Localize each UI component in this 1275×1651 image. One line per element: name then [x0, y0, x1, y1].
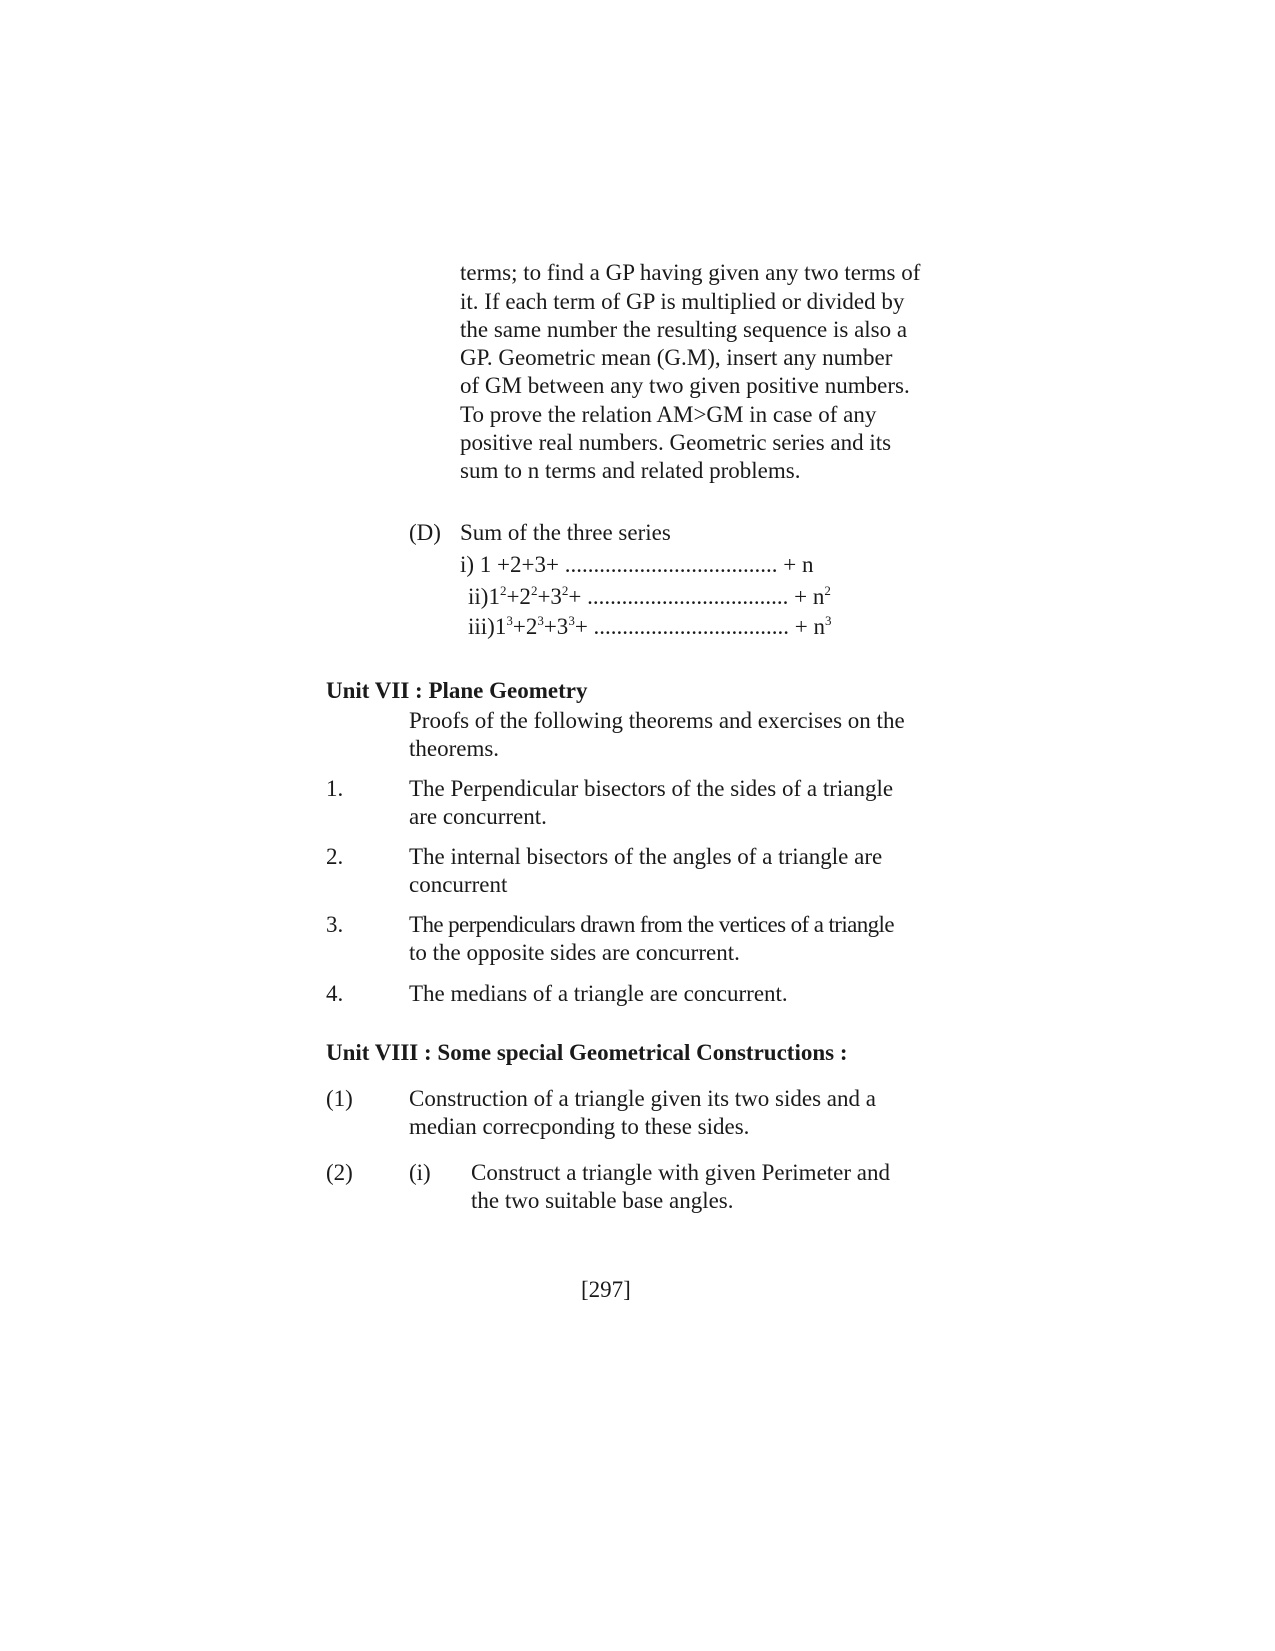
construction-line: Construction of a triangle given its two sides and a — [409, 1086, 876, 1111]
intro-paragraph — [460, 258, 920, 486]
construction-subnumber: (i) — [409, 1160, 431, 1185]
intro-line: of GM between any two given positive numbers. — [460, 373, 910, 398]
exponent: 2 — [561, 583, 569, 598]
theorem-number: 3. — [326, 912, 344, 937]
series-1 — [460, 552, 813, 578]
series-2-dots: ................................... — [587, 584, 789, 609]
construction-line: median correcponding to these sides. — [409, 1114, 750, 1139]
series-2-term: +2 — [506, 584, 531, 609]
exponent: 2 — [824, 583, 831, 598]
theorem-number: 4. — [326, 981, 344, 1006]
series-3-term: +2 — [512, 614, 538, 639]
exponent: 3 — [506, 613, 513, 628]
unit-7-intro-line: theorems. — [409, 736, 500, 761]
intro-line: sum to n terms and related problems. — [460, 458, 801, 483]
section-d-marker: (D) — [409, 520, 441, 545]
theorem-line: The internal bisectors of the angles of a triangle are — [409, 844, 883, 869]
exponent: 3 — [825, 613, 832, 628]
unit-7-intro-line: Proofs of the following theorems and exercises on the — [409, 708, 905, 733]
theorem-text — [409, 979, 788, 1009]
exponent: 2 — [499, 583, 507, 598]
series-2-end: + n — [794, 584, 825, 609]
series-2-term: + — [568, 584, 582, 609]
intro-line: positive real numbers. Geometric series and its — [460, 430, 892, 455]
theorem-text — [409, 842, 882, 900]
section-d-title: Sum of the three series — [460, 520, 671, 545]
construction-line: the two suitable base angles. — [471, 1188, 734, 1213]
series-3-prefix: iii)1 — [468, 614, 507, 639]
theorem-line: are concurrent. — [409, 804, 547, 829]
unit-7-intro — [409, 706, 905, 764]
exponent: 3 — [537, 613, 544, 628]
theorem-number: 1. — [326, 776, 344, 801]
construction-text — [471, 1158, 890, 1216]
series-2-prefix: ii)1 — [468, 584, 500, 609]
intro-line: it. If each term of GP is multiplied or divided by — [460, 289, 905, 314]
series-3-dots: .................................. — [593, 614, 790, 639]
exponent: 2 — [530, 583, 538, 598]
series-3 — [468, 614, 832, 640]
unit-8-heading: Unit VIII : Some special Geometrical Constructions : — [326, 1040, 848, 1065]
theorem-line: to the opposite sides are concurrent. — [409, 940, 740, 965]
construction-number: (2) — [326, 1160, 353, 1185]
theorem-line: The perpendiculars drawn from the vertices of a triangle — [409, 912, 894, 937]
intro-line: terms; to find a GP having given any two terms of — [460, 260, 921, 285]
theorem-text — [409, 774, 893, 832]
theorem-line: The medians of a triangle are concurrent. — [409, 981, 788, 1006]
unit-7-heading: Unit VII : Plane Geometry — [326, 678, 588, 703]
series-3-term: + — [574, 614, 588, 639]
series-3-term: +3 — [543, 614, 569, 639]
theorem-text — [409, 910, 894, 968]
series-2-term: +3 — [537, 584, 562, 609]
intro-line: GP. Geometric mean (G.M), insert any number — [460, 345, 893, 370]
series-3-end: + n — [794, 614, 826, 639]
exponent: 3 — [568, 613, 575, 628]
series-1-dots: ..................................... — [564, 552, 778, 577]
construction-text — [409, 1084, 876, 1142]
construction-number: (1) — [326, 1086, 353, 1111]
series-2 — [468, 584, 831, 610]
construction-line: Construct a triangle with given Perimeter and — [471, 1160, 890, 1185]
series-1-prefix: i) 1 +2+3+ — [460, 552, 559, 577]
theorem-number: 2. — [326, 844, 344, 869]
intro-line: To prove the relation AM>GM in case of any — [460, 402, 877, 427]
series-1-end: + n — [783, 552, 814, 577]
intro-line: the same number the resulting sequence is also a — [460, 317, 908, 342]
theorem-line: The Perpendicular bisectors of the sides of a triangle — [409, 776, 894, 801]
page-number: [297] — [581, 1277, 631, 1302]
theorem-line: concurrent — [409, 872, 508, 897]
